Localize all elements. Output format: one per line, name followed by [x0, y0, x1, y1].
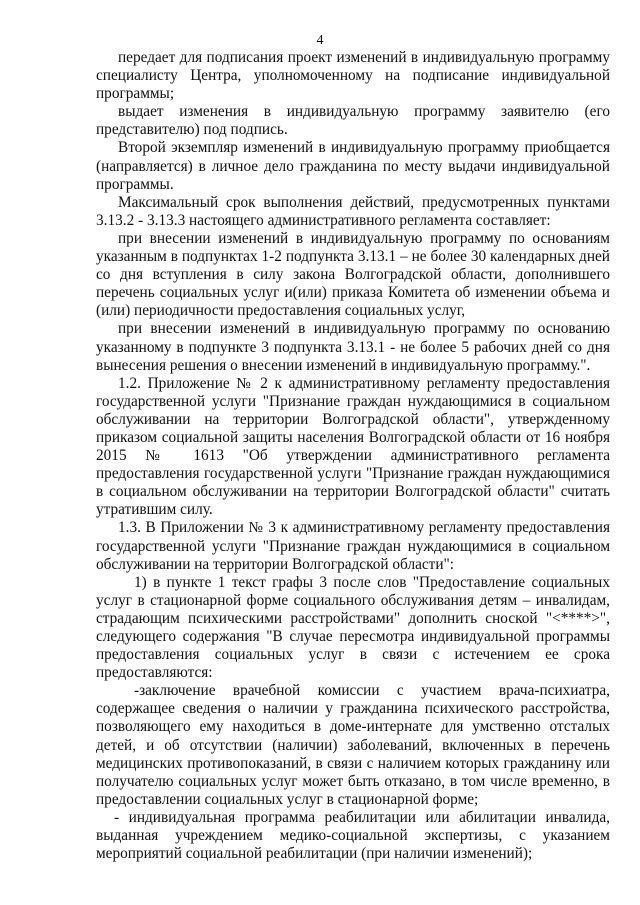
paragraph-issue-changes: выдает изменения в индивидуальную программу заявителю (его представителю) под подпись.	[96, 103, 610, 139]
page-number: 4	[316, 33, 324, 48]
paragraph-subitem-1: 1) в пункте 1 текст графы 3 после слов "Предоставление социальных услуг в стационарной форме социального обслуживания детям – инвалидам, страдающим психическими расстройствами" дополнить сноской "<****>", следующего содержания "В случае пересмотра индивидуальной программы предоставления социальных услуг в связи с истечением ее срока предоставляются:	[96, 573, 610, 682]
document-body	[96, 49, 610, 863]
paragraph-submit-for-signing: передает для подписания проект изменений в индивидуальную программу специалисту Центра, уполномоченному на подписание индивидуальной программы;	[96, 49, 610, 103]
paragraph-term-5-days: при внесении изменений в индивидуальную программу по основанию указанному в подпункте 3 подпункта 3.13.1 - не более 5 рабочих дней со дня вынесения решения о внесении изменений в индивидуальную программу.".	[96, 320, 610, 374]
paragraph-item-1-2: 1.2. Приложение № 2 к административному регламенту предоставления государственной услуги "Признание граждан нуждающимися в социальном обслуживании на территории Волгоградской области", утвержденному приказом социальной защиты населения Волгоградской области от 16 ноября 2015 № 1613 "Об утверждении административного регламента предоставления государственной услуги "Признание граждан нуждающимися в социальном обслуживании на территории Волгоградской области" считать утратившим силу.	[96, 374, 610, 519]
paragraph-max-term: Максимальный срок выполнения действий, предусмотренных пунктами 3.13.2 - 3.13.3 настоящего административного регламента составляет:	[96, 193, 610, 229]
paragraph-term-30-days: при внесении изменений в индивидуальную программу по основаниям указанным в подпунктах 1-2 подпункта 3.13.1 – не более 30 календарных дней со дня вступления в силу закона Волгоградской области, дополнившего перечень социальных услуг и(или) приказа Комитета об изменении объема и (или) периодичности предоставления социальных услуг,	[96, 229, 610, 320]
paragraph-medical-commission: -заключение врачебной комиссии с участием врача-психиатра, содержащее сведения о наличии у гражданина психического расстройства, позволяющего ему находиться в доме-интернате для умственно отсталых детей, и об отсутствии (наличии) заболеваний, включенных в перечень медицинских противопоказаний, в связи с наличием которых гражданину или получателю социальных услуг может быть отказано, в том числе временно, в предоставлении социальных услуг в стационарной форме;	[96, 682, 610, 808]
paragraph-rehabilitation-program: - индивидуальная программа реабилитации или абилитации инвалида, выданная учреждением медико-социальной экспертизы, с указанием мероприятий социальной реабилитации (при наличии изменений);	[96, 808, 610, 863]
paragraph-second-copy: Второй экземпляр изменений в индивидуальную программу приобщается (направляется) в личное дело гражданина по месту выдачи индивидуальной программы.	[96, 139, 610, 193]
paragraph-item-1-3: 1.3. В Приложении № 3 к административному регламенту предоставления государственной услуги "Признание граждан нуждающимися в социальном обслуживании на территории Волгоградской области":	[96, 519, 610, 573]
